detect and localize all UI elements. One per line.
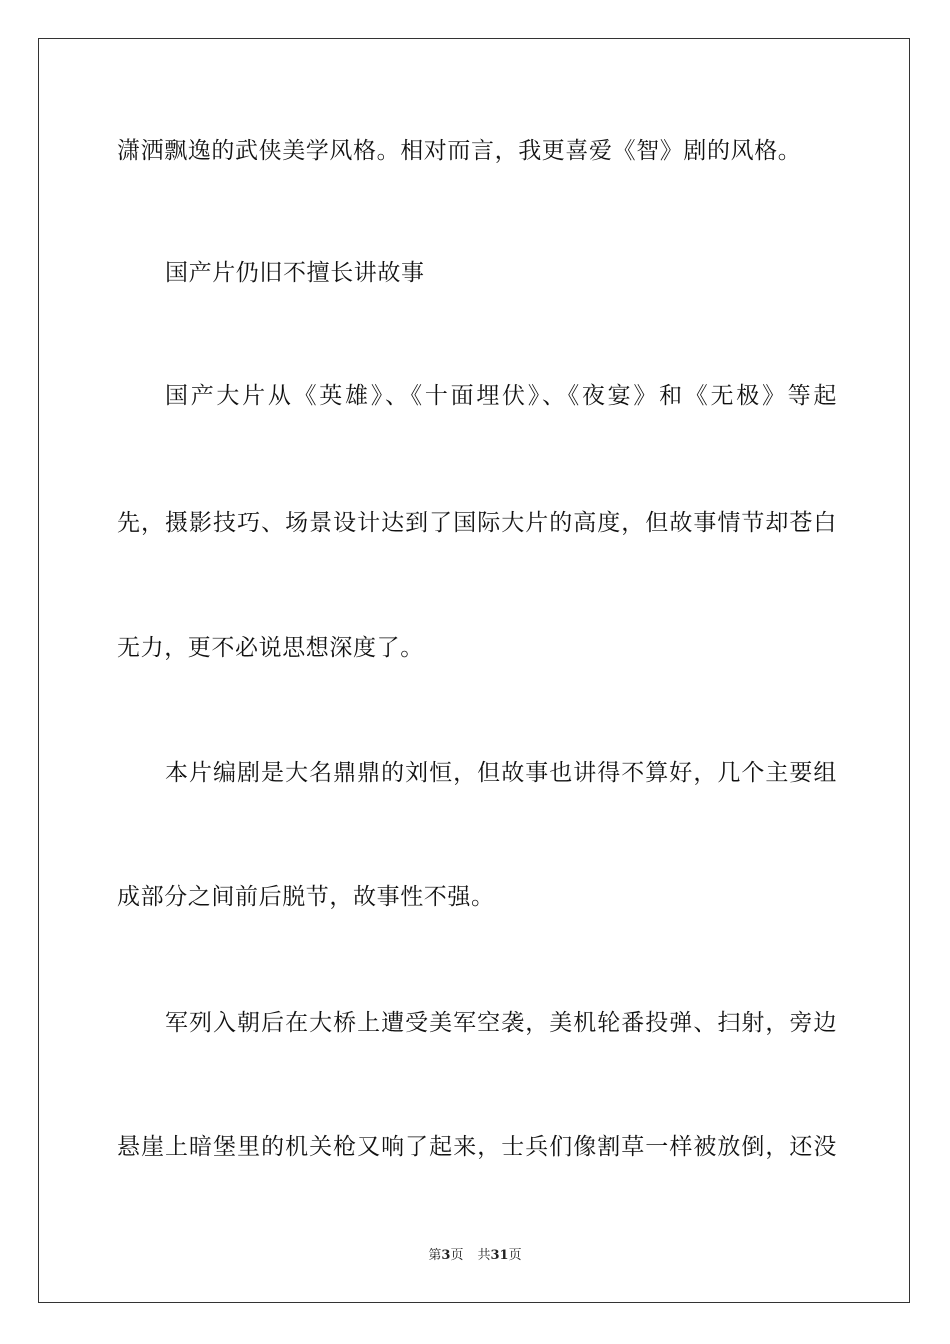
footer-total-prefix: 共 — [477, 1248, 491, 1263]
footer-page-prefix: 第 — [428, 1248, 442, 1263]
section-heading: 国产片仍旧不擅长讲故事 — [165, 260, 425, 286]
text-line-1: 潇洒飘逸的武侠美学风格。相对而言，我更喜爱《智》剧的风格。 — [117, 138, 802, 164]
text-line-8: 军列入朝后在大桥上遭受美军空袭，美机轮番投弹、扫射，旁边 — [165, 1010, 837, 1036]
text-line-5: 无力，更不必说思想深度了。 — [117, 635, 424, 661]
footer-page-number: 3 — [441, 1248, 451, 1263]
page-border — [38, 38, 910, 1303]
footer-total-pages: 31 — [490, 1248, 509, 1263]
text-line-4: 先，摄影技巧、场景设计达到了国际大片的高度，但故事情节却苍白 — [117, 510, 837, 536]
footer-page-suffix: 页 — [450, 1248, 464, 1263]
text-line-7: 成部分之间前后脱节，故事性不强。 — [117, 884, 495, 910]
text-line-9: 悬崖上暗堡里的机关枪又响了起来，士兵们像割草一样被放倒，还没 — [117, 1134, 837, 1160]
text-line-3: 国产大片从《英雄》、《十面埋伏》、《夜宴》和《无极》等起 — [165, 383, 837, 409]
footer-total-suffix: 页 — [508, 1248, 522, 1263]
page-footer — [0, 1247, 950, 1265]
text-line-6: 本片编剧是大名鼎鼎的刘恒，但故事也讲得不算好，几个主要组 — [165, 760, 837, 786]
